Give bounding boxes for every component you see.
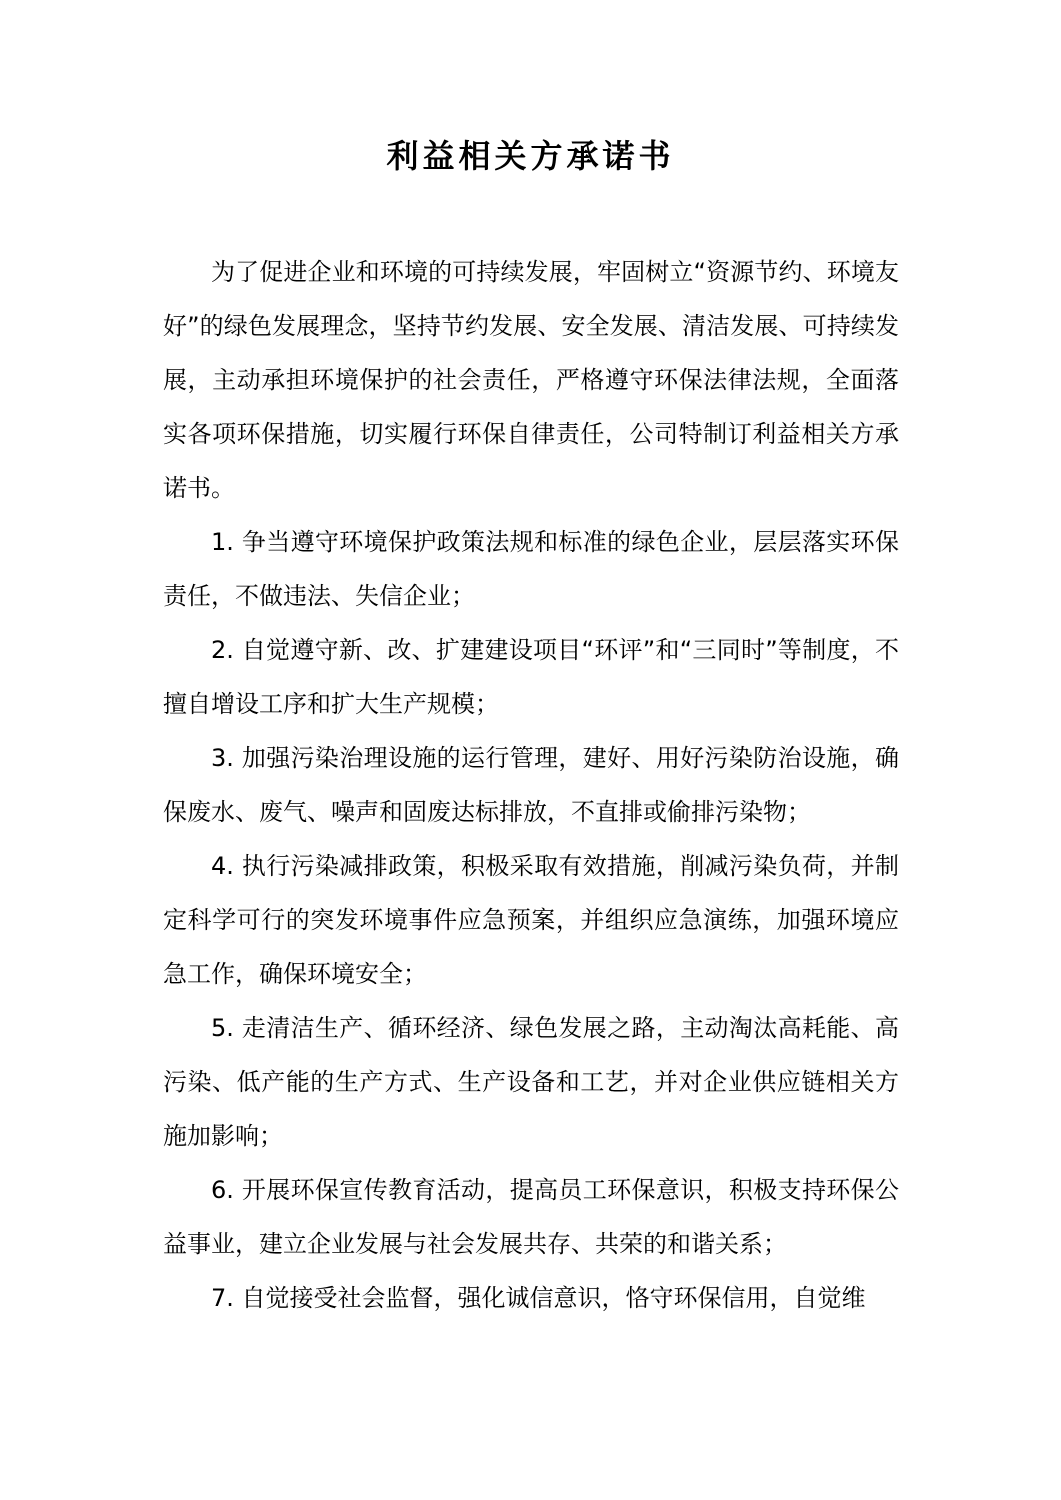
commitment-item-5: 5. 走清洁生产、循环经济、绿色发展之路，主动淘汰高耗能、高污染、低产能的生产方式、生产设备和工艺，并对企业供应链相关方施加影响； [163,1014,899,1150]
document-title: 利益相关方承诺书 [386,137,675,175]
commitment-item-6: 6. 开展环保宣传教育活动，提高员工环保意识，积极支持环保公益事业，建立企业发展与社会发展共存、共荣的和谐关系； [163,1176,899,1258]
intro-paragraph: 为了促进企业和环境的可持续发展，牢固树立“资源节约、环境友好”的绿色发展理念，坚持节约发展、安全发展、清洁发展、可持续发展，主动承担环境保护的社会责任，严格遵守环保法律法规，全面落实各项环保措施，切实履行环保自律责任，公司特制订利益相关方承诺书。 [163,258,899,502]
document-body [163,245,899,1325]
commitment-item-2: 2. 自觉遵守新、改、扩建建设项目“环评”和“三同时”等制度，不擅自增设工序和扩大生产规模； [163,636,899,718]
commitment-item-7: 7. 自觉接受社会监督，强化诚信意识，恪守环保信用，自觉维 [211,1284,866,1312]
commitment-item-3: 3. 加强污染治理设施的运行管理，建好、用好污染防治设施，确保废水、废气、噪声和固废达标排放，不直排或偷排污染物； [163,744,899,826]
commitment-item-4: 4. 执行污染减排政策，积极采取有效措施，削减污染负荷，并制定科学可行的突发环境事件应急预案，并组织应急演练，加强环境应急工作，确保环境安全； [163,852,899,988]
commitment-item-1: 1. 争当遵守环境保护政策法规和标准的绿色企业，层层落实环保责任，不做违法、失信企业； [163,528,899,610]
